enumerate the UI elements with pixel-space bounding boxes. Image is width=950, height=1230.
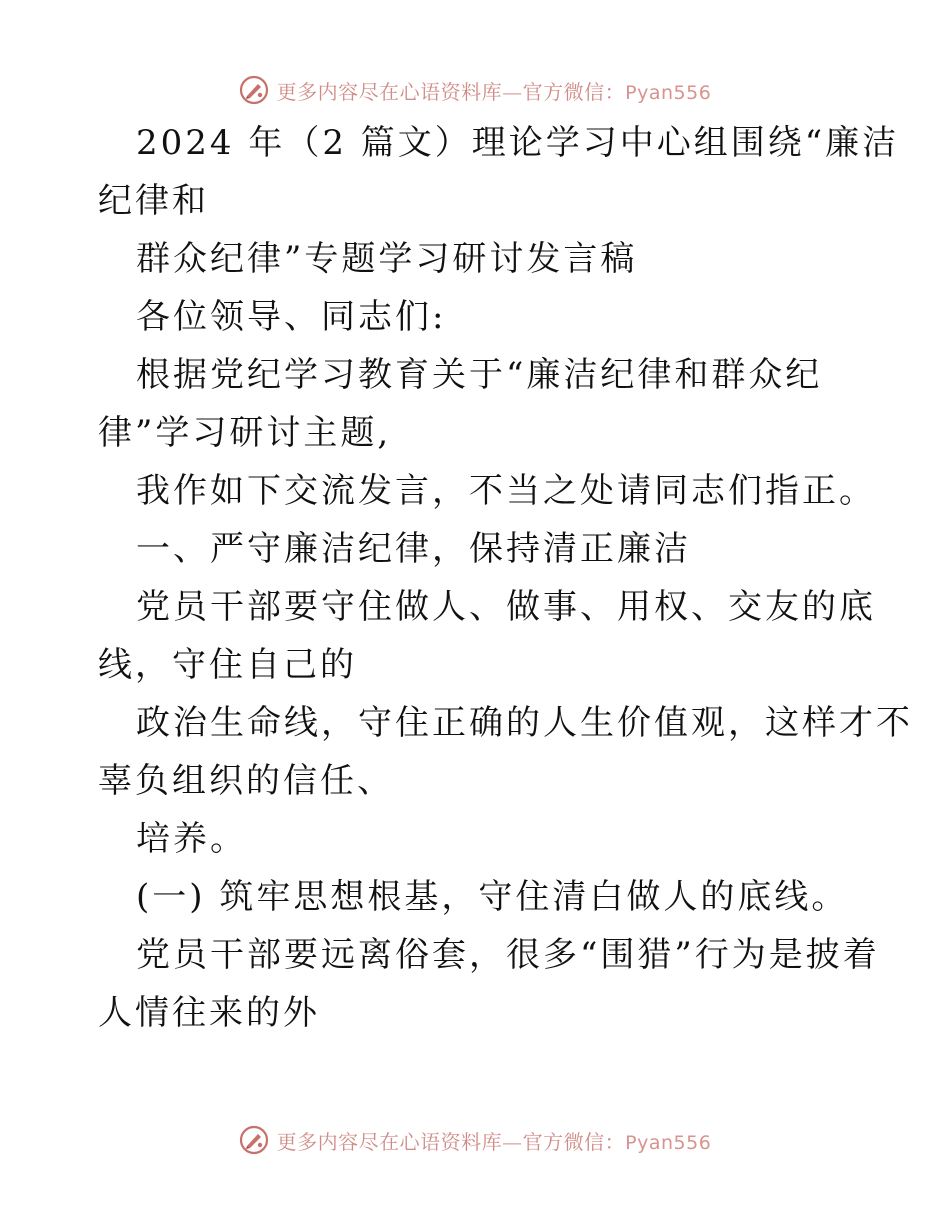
greeting: 各位领导、同志们: [136,297,447,337]
watermark-contact-id: Pyan556 [625,1131,712,1154]
watermark-text [277,1126,712,1155]
section-heading-1: 一、严守廉洁纪律，保持清正廉洁 [136,529,691,569]
document-subtitle: 群众纪律”专题学习研讨发言稿 [136,239,638,279]
paragraph-1 [98,346,858,462]
document-body [98,114,913,1042]
title-line-2: 纪律和 [98,181,209,221]
paragraph-6-line-2: 人情往来的外 [98,993,320,1033]
watermark-brand: 更多内容尽在心语资料库 [276,1129,503,1154]
paragraph-3-line-1: 党员干部要守住做人、做事、用权、交友的底 [136,587,876,627]
paragraph-3-line-2: 线，守住自己的 [98,645,357,685]
watermark-separator: — [502,1129,523,1154]
paragraph-2: 我作如下交流发言，不当之处请同志们指正。 [136,471,876,511]
paragraph-1-line-1: 根据党纪学习教育关于“廉洁纪律和群众纪 [136,355,823,395]
pen-logo-icon [239,75,269,105]
watermark-contact-label: 官方微信： [522,79,626,104]
paragraph-6 [98,926,880,1042]
paragraph-4-line-1: 政治生命线，守住正确的人生价值观，这样才不 [136,703,913,743]
title-line-1: 2024 年（2 篇文）理论学习中心组围绕“廉洁 [136,123,900,163]
watermark-brand: 更多内容尽在心语资料库 [276,79,503,104]
footer-watermark [0,1122,950,1158]
pen-logo-icon [239,1125,269,1155]
watermark-text [277,76,712,105]
watermark-separator: — [502,79,523,104]
paragraph-3 [98,578,876,694]
paragraph-1-line-2: 律”学习研讨主题, [98,413,392,453]
paragraph-4-line-2: 辜负组织的信任、 [98,761,394,801]
subsection-heading-1: (一) 筑牢思想根基，守住清白做人的底线。 [136,877,849,917]
header-watermark [0,72,950,108]
paragraph-4 [98,694,913,810]
paragraph-6-line-1: 党员干部要远离俗套，很多“围猎”行为是披着 [136,935,880,975]
watermark-contact-id: Pyan556 [625,81,712,104]
paragraph-5: 培养。 [136,819,247,859]
watermark-contact-label: 官方微信： [522,1129,626,1154]
document-title [98,114,900,230]
